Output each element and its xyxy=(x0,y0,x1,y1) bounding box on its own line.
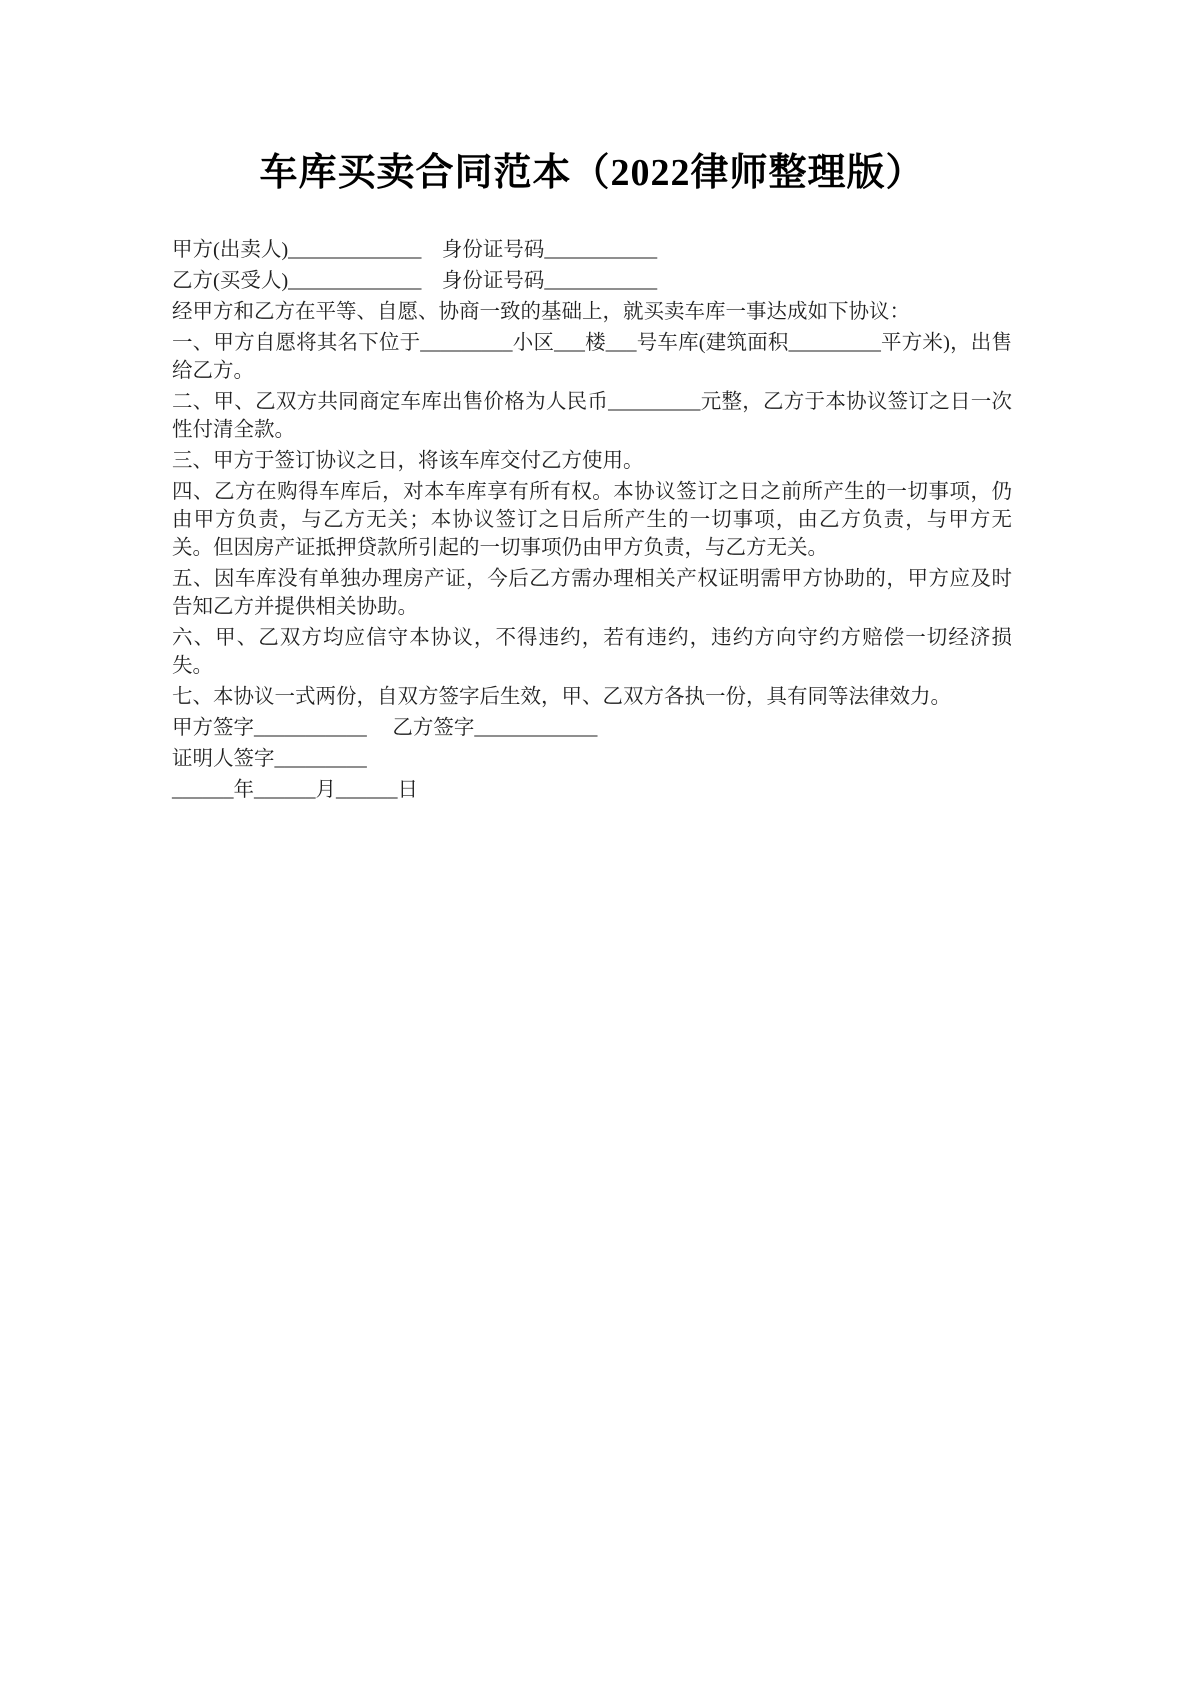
document-title-text: 车库买卖合同范本（2022律师整理版） xyxy=(259,152,925,194)
document-title xyxy=(172,150,1012,198)
clause-2: 二、甲、乙双方共同商定车库出售价格为人民币_________元整，乙方于本协议签订之日一次性付清全款。 xyxy=(172,390,1012,441)
party-a-line: 甲方(出卖人)_____________ 身份证号码___________ xyxy=(172,238,658,261)
clause-5: 五、因车库没有单独办理房产证，今后乙方需办理相关产权证明需甲方协助的，甲方应及时告知乙方并提供相关协助。 xyxy=(172,567,1012,618)
clause-3: 三、甲方于签订协议之日，将该车库交付乙方使用。 xyxy=(172,449,644,472)
clause-7: 七、本协议一式两份，自双方签字后生效，甲、乙双方各执一份，具有同等法律效力。 xyxy=(172,685,951,708)
clause-6: 六、甲、乙双方均应信守本协议，不得违约，若有违约，违约方向守约方赔偿一切经济损失。 xyxy=(172,626,1012,677)
preamble-line: 经甲方和乙方在平等、自愿、协商一致的基础上，就买卖车库一事达成如下协议： xyxy=(172,300,910,323)
clause-1: 一、甲方自愿将其名下位于_________小区___楼___号车库(建筑面积_________平方米)，出售给乙方。 xyxy=(172,331,1012,382)
clause-4: 四、乙方在购得车库后，对本车库享有所有权。本协议签订之日之前所产生的一切事项，仍由甲方负责，与乙方无关；本协议签订之日后所产生的一切事项，由乙方负责，与甲方无关。但因房产证抵押贷款所引起的一切事项仍由甲方负责，与乙方无关。 xyxy=(172,480,1012,559)
party-b-line: 乙方(买受人)_____________ 身份证号码___________ xyxy=(172,269,658,292)
signature-line: 甲方签字___________ 乙方签字____________ xyxy=(172,716,598,739)
document-body xyxy=(172,236,1012,804)
date-line: ______年______月______日 xyxy=(172,778,418,801)
witness-signature-line: 证明人签字_________ xyxy=(172,747,367,770)
